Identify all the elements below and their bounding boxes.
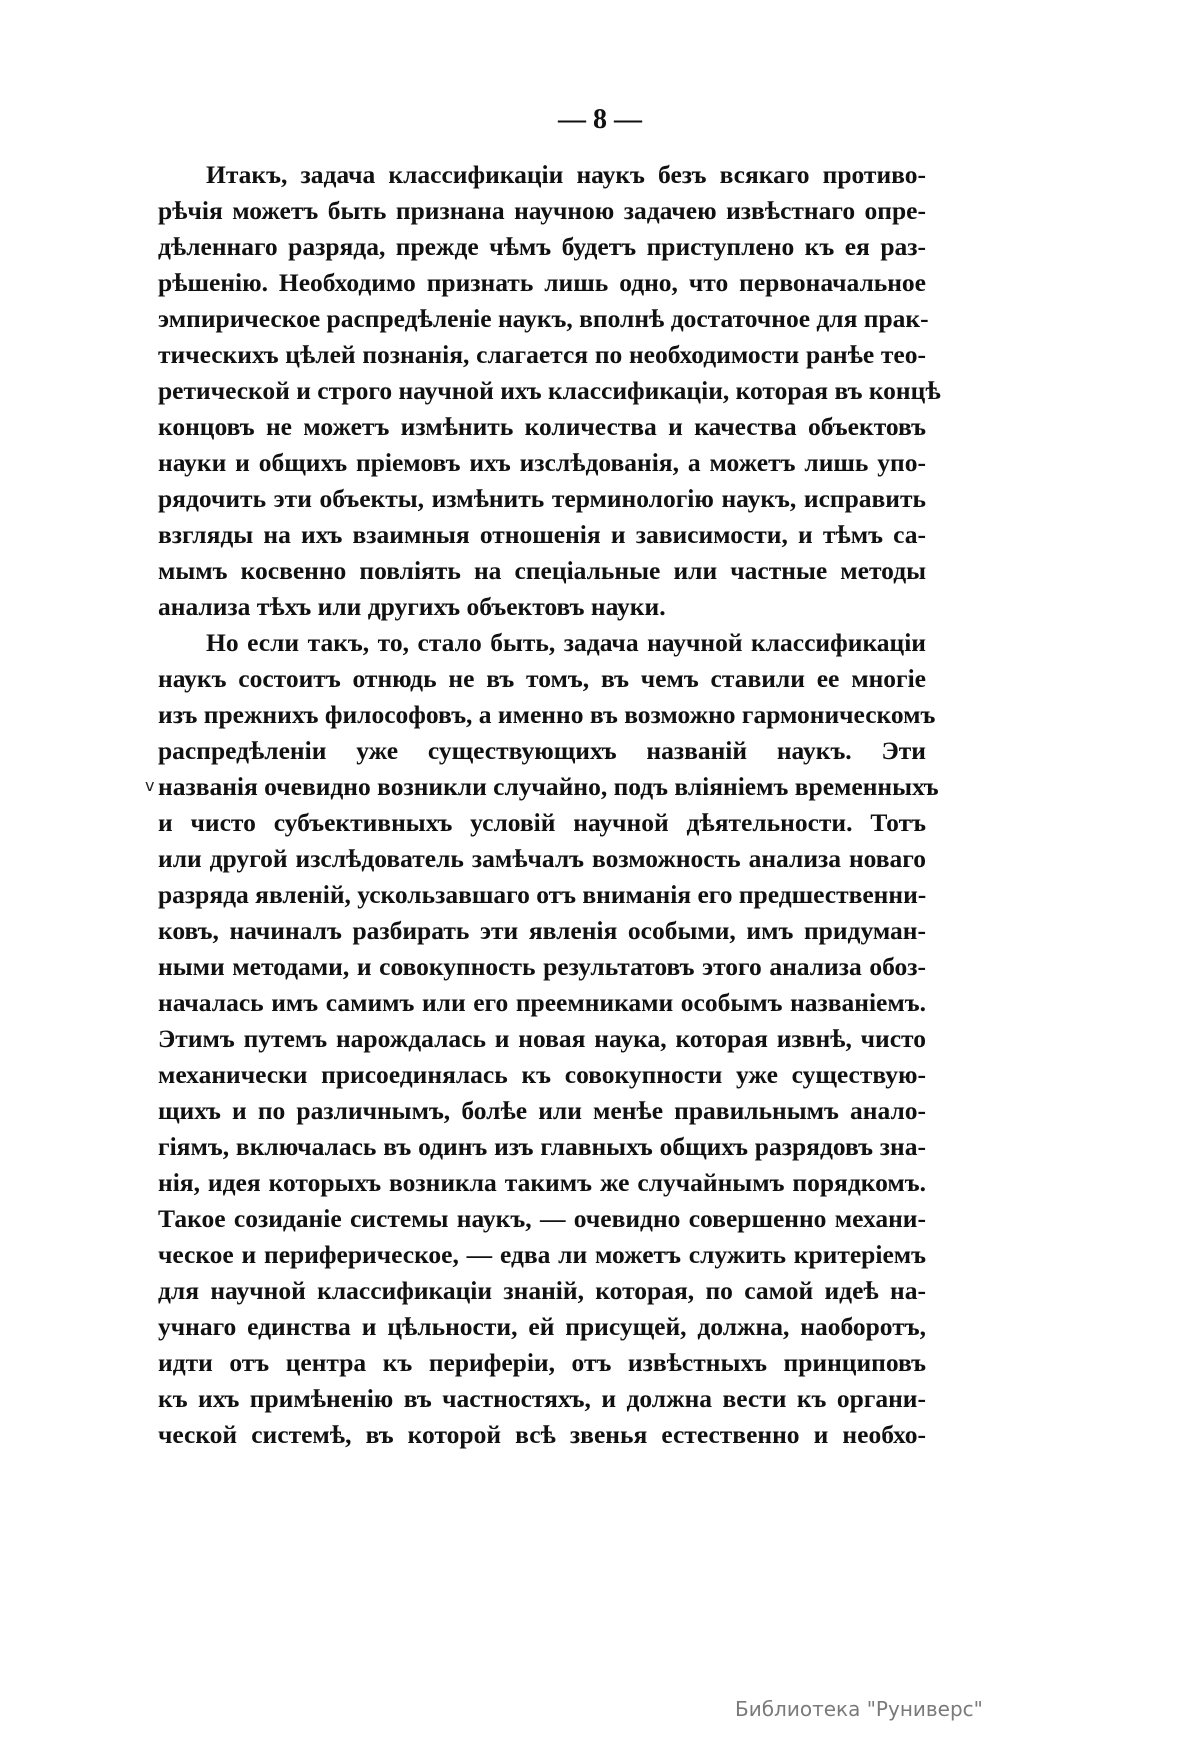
text-line: нія, идея которыхъ возникла такимъ же случайнымъ порядкомъ. [158, 1168, 926, 1197]
text-line: тическихъ цѣлей познанія, слагается по необходимости ранѣе тео- [158, 340, 926, 369]
library-watermark: Библиотека "Руниверс" [735, 1697, 983, 1721]
text-line: рядочить эти объекты, измѣнить терминологію наукъ, исправить [158, 484, 926, 513]
text-line: Итакъ, задача классификаціи наукъ безъ всякаго противо- [206, 160, 926, 189]
text-line: названія очевидно возникли случайно, подъ вліяніемъ временныхъ [158, 772, 939, 801]
text-line: и чисто субъективныхъ условій научной дѣятельности. Тотъ [158, 808, 926, 837]
text-line: разряда явленій, ускользавшаго отъ вниманія его предшественни- [158, 880, 927, 909]
text-line: изъ прежнихъ философовъ, а именно въ возможно гармоническомъ [158, 700, 936, 729]
text-line: къ ихъ примѣненію въ частностяхъ, и должна вести къ органи- [158, 1384, 926, 1413]
text-line: ческое и периферическое, — едва ли можетъ служить критеріемъ [158, 1240, 926, 1269]
text-line: эмпирическое распредѣленіе наукъ, вполнѣ достаточное для прак- [158, 304, 929, 333]
paragraph-1 [158, 157, 941, 625]
text-line: Но если такъ, то, стало быть, задача научной классификаціи [206, 628, 926, 657]
text-line: рѣшенію. Необходимо признать лишь одно, что первоначальное [158, 268, 926, 297]
margin-check-mark: v [145, 776, 155, 795]
text-line: ными методами, и совокупность результатовъ этого анализа обоз- [158, 952, 926, 981]
text-line: анализа тѣхъ или другихъ объектовъ науки. [158, 592, 666, 621]
text-line: дѣленнаго разряда, прежде чѣмъ будетъ приступлено къ ея раз- [158, 232, 926, 261]
text-line: Такое созиданіе системы наукъ, — очевидно совершенно механи- [158, 1204, 926, 1233]
page-number: — 8 — [558, 104, 642, 135]
text-line: взгляды на ихъ взаимныя отношенія и зависимости, и тѣмъ са- [158, 520, 926, 549]
text-line: Этимъ путемъ нарождалась и новая наука, которая извнѣ, чисто [158, 1024, 926, 1053]
text-line: для научной классификаціи знаній, которая, по самой идеѣ на- [158, 1276, 926, 1305]
text-line: механически присоединялась къ совокупности уже существую- [158, 1060, 926, 1089]
text-line: щихъ и по различнымъ, болѣе или менѣе правильнымъ анало- [158, 1096, 926, 1125]
text-line: наукъ состоитъ отнюдь не въ томъ, въ чемъ ставили ее многіе [158, 664, 926, 693]
text-line: ческой системѣ, въ которой всѣ звенья естественно и необхо- [158, 1420, 926, 1449]
text-line: мымъ косвенно повліять на спеціальные или частные методы [158, 556, 926, 585]
text-line: гіямъ, включалась въ одинъ изъ главныхъ общихъ разрядовъ зна- [158, 1132, 926, 1161]
text-line: науки и общихъ пріемовъ ихъ изслѣдованія, а можетъ лишь упо- [158, 448, 926, 477]
text-line: или другой изслѣдователь замѣчалъ возможность анализа новаго [158, 844, 926, 873]
text-line: идти отъ центра къ периферіи, отъ извѣстныхъ принциповъ [158, 1348, 926, 1377]
text-line: учнаго единства и цѣльности, ей присущей, должна, наоборотъ, [158, 1312, 926, 1341]
text-line: ковъ, начиналъ разбирать эти явленія особыми, имъ придуман- [158, 916, 926, 945]
text-line: ретической и строго научной ихъ классификаціи, которая въ концѣ [158, 376, 941, 405]
paragraph-2 [158, 625, 939, 1453]
text-line: распредѣленіи уже существующихъ названій наукъ. Эти [158, 736, 926, 765]
body-text [158, 157, 941, 1453]
text-line: началась имъ самимъ или его преемниками особымъ названіемъ. [158, 988, 926, 1017]
text-line: концовъ не можетъ измѣнить количества и качества объектовъ [158, 412, 926, 441]
text-line: рѣчія можетъ быть признана научною задачею извѣстнаго опре- [158, 196, 926, 225]
